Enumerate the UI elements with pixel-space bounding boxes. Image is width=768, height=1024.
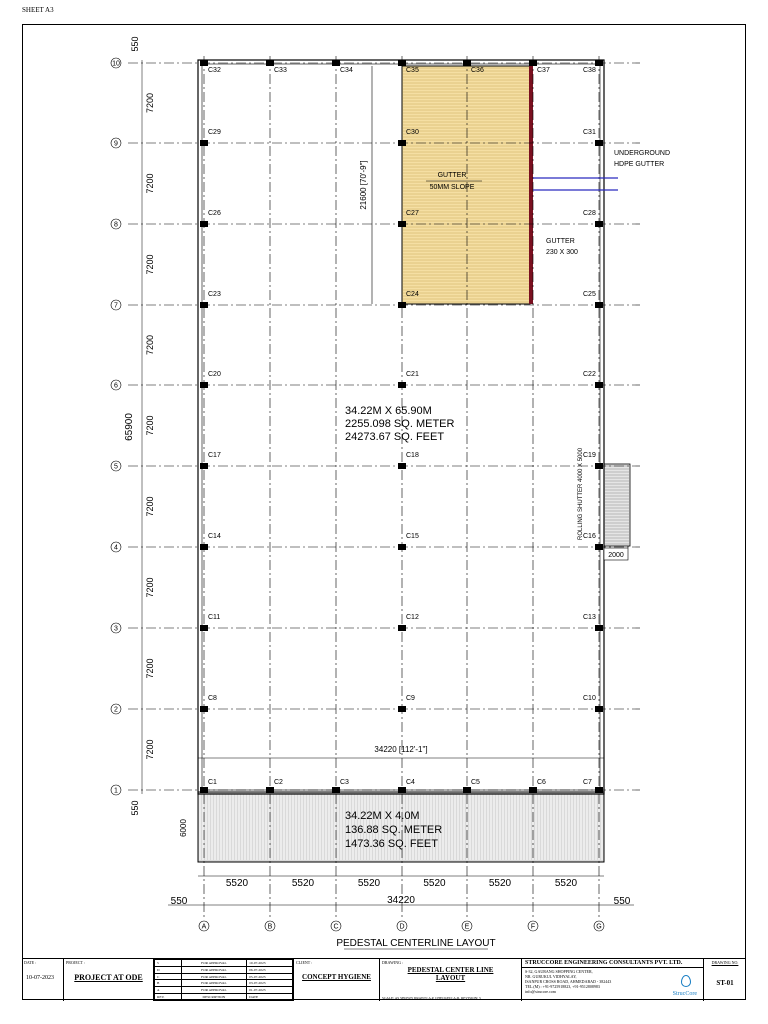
column-pedestal <box>332 787 340 793</box>
column-pedestal <box>398 221 406 227</box>
grid-label-col: C <box>333 923 339 931</box>
revision-cell: 06-07-2023 <box>247 966 293 973</box>
column-pedestal <box>200 625 208 631</box>
column-label: C27 <box>406 210 419 217</box>
column-pedestal <box>595 140 603 146</box>
revision-cell: D <box>155 966 182 973</box>
overall-vertical-dimension: 65900 <box>124 413 135 441</box>
column-pedestal <box>398 60 406 66</box>
gutter-callout: GUTTER <box>437 172 467 179</box>
drawing-no: ST-01 <box>716 979 734 987</box>
grid-label-col: A <box>201 923 207 931</box>
row-dimension: 7200 <box>145 92 155 114</box>
roof-dimension: 21600 [70'-9"] <box>359 160 368 210</box>
column-label: C25 <box>583 291 596 298</box>
column-label: C19 <box>583 452 596 459</box>
column-pedestal <box>200 382 208 388</box>
column-pedestal <box>529 60 537 66</box>
drawing-title-cell <box>380 966 521 982</box>
row-dimension: 7200 <box>145 254 155 275</box>
column-label: C1 <box>208 779 217 786</box>
grid-label-row: 8 <box>114 221 118 229</box>
revision-cell: 05-07-2023 <box>247 973 293 980</box>
firm-address-3: ISANPUR CROSS ROAD, AHMEDABAD - 382443 <box>525 979 612 984</box>
strucore-logo-icon <box>681 975 691 987</box>
grid-label-col: D <box>399 923 405 931</box>
column-label: C30 <box>406 129 419 136</box>
firm-address-2: NR. GURUKUL VIDHYALAY, <box>525 974 577 979</box>
project-name: PROJECT AT ODE <box>74 973 143 982</box>
row-dimension: 7200 <box>145 173 155 194</box>
revision-row <box>155 987 293 994</box>
grid-label-row: 5 <box>114 463 118 471</box>
column-label: C38 <box>583 67 596 74</box>
overall-horizontal-imperial: 34220 [112'-1"] <box>374 745 428 754</box>
client-cell <box>294 959 380 1001</box>
revision-cell: FOR APPROVAL <box>181 987 246 994</box>
revision-cell: C <box>155 973 182 980</box>
row-dimension: 7200 <box>145 334 155 356</box>
revision-cell: A <box>155 987 182 994</box>
column-label: C22 <box>583 371 596 378</box>
main-area-text: 2255.098 SQ. METER <box>345 418 455 430</box>
overall-horizontal-dimension: 34220 <box>387 895 415 906</box>
row-dimension: 7200 <box>145 577 155 598</box>
right-edge-dimension: 550 <box>613 896 631 907</box>
column-pedestal <box>529 787 537 793</box>
main-area-text: 34.22M X 65.90M <box>345 405 432 417</box>
column-pedestal <box>595 382 603 388</box>
column-pedestal <box>463 60 471 66</box>
canopy-area-text: 136.88 SQ. METER <box>345 824 443 836</box>
grid-label-col: F <box>530 923 536 931</box>
column-label: C36 <box>471 67 484 74</box>
column-label: C21 <box>406 371 419 378</box>
column-label: C26 <box>208 210 221 217</box>
column-label: C32 <box>208 67 221 74</box>
grid-label-row: 6 <box>114 382 118 390</box>
column-pedestal <box>595 221 603 227</box>
column-label: C5 <box>471 779 480 786</box>
grid-label-col: G <box>596 923 602 931</box>
drawing-title-line2: LAYOUT <box>435 974 466 982</box>
title-block <box>22 958 746 1001</box>
row-dimension: 7200 <box>145 739 155 760</box>
date-cell <box>22 959 64 1001</box>
column-pedestal <box>398 463 406 469</box>
revision-row <box>155 960 293 967</box>
row-dimension: 7200 <box>145 496 155 517</box>
revision-cell: 03-07-2023 <box>247 980 293 987</box>
drawing-caption: DRAWING : <box>382 960 404 965</box>
column-pedestal <box>398 544 406 550</box>
dimensions <box>124 36 634 907</box>
firm-email: info@strucore.com <box>525 989 556 994</box>
column-label: C2 <box>274 779 283 786</box>
top-edge-dimension: 550 <box>130 36 140 52</box>
revision-cell: DESCRIPTION <box>181 994 246 1001</box>
column-label: C11 <box>208 614 221 621</box>
grid-label-col: B <box>267 923 273 931</box>
revision-cell: 10-07-2023 <box>247 960 293 967</box>
column-label: C10 <box>583 695 596 702</box>
grid-label-col: E <box>464 923 470 931</box>
project-cell <box>64 959 154 1001</box>
gutter-size-label: GUTTER <box>546 238 575 245</box>
gutter-size-value: 230 X 300 <box>546 249 578 256</box>
col-dimension: 5520 <box>225 878 249 889</box>
row-dimension: 7200 <box>145 415 155 436</box>
column-label: C7 <box>583 779 592 786</box>
revision-row <box>155 994 293 1001</box>
column-pedestal <box>398 302 406 308</box>
date-caption: DATE : <box>24 960 37 965</box>
drawing-cell <box>380 959 522 1001</box>
column-pedestal <box>332 60 340 66</box>
project-caption: PROJECT : <box>66 960 85 965</box>
date-value: 10-07-2023 <box>26 975 54 981</box>
column-label: C9 <box>406 695 415 702</box>
column-pedestal <box>398 625 406 631</box>
revision-cell <box>154 959 294 1001</box>
column-pedestal <box>200 60 208 66</box>
grid-label-row: 9 <box>114 140 118 148</box>
column-label: C24 <box>406 291 419 298</box>
revision-cell: FOR APPROVAL <box>181 966 246 973</box>
revision-cell: 5 <box>155 960 182 967</box>
firm-cell <box>522 959 704 1001</box>
col-dimension: 5520 <box>488 878 512 889</box>
revision-cell: FOR APPROVAL <box>181 960 246 967</box>
revision-cell: B <box>155 980 182 987</box>
revision-table <box>154 959 293 1001</box>
column-label: C15 <box>406 533 419 540</box>
column-pedestal <box>398 140 406 146</box>
column-pedestal <box>266 60 274 66</box>
gutter-slope-callout: 50MM SLOPE <box>429 184 475 191</box>
column-pedestal <box>463 787 471 793</box>
drawing-title-line1: PEDESTAL CENTER LINE <box>407 966 494 974</box>
column-pedestal <box>595 60 603 66</box>
drawing-title: PEDESTAL CENTERLINE LAYOUT <box>336 938 496 949</box>
firm-address-1: S-32, GAURANG SHOPPING CENTER, <box>525 969 593 974</box>
column-label: C4 <box>406 779 415 786</box>
row-dimension: 7200 <box>145 658 155 679</box>
column-pedestal <box>200 302 208 308</box>
revision-row <box>155 966 293 973</box>
column-label: C33 <box>274 67 287 74</box>
col-dimension: 5520 <box>554 878 578 889</box>
grid-label-row: 2 <box>114 706 118 714</box>
column-label: C14 <box>208 533 221 540</box>
left-edge-dimension: 550 <box>170 896 188 907</box>
rolling-shutter-label: ROLLING SHUTTER 4000 X 5000 <box>578 447 584 540</box>
drawing-no-caption: DRAWING NO. <box>711 960 739 965</box>
column-pedestal <box>595 302 603 308</box>
column-pedestal <box>266 787 274 793</box>
grid-label-row: 3 <box>114 625 118 633</box>
column-pedestal <box>595 544 603 550</box>
column-pedestal <box>200 463 208 469</box>
shutter-width-dimension: 2000 <box>608 552 624 559</box>
grid-label-row: 4 <box>114 544 118 552</box>
column-pedestal <box>200 787 208 793</box>
revision-cell: DATE <box>247 994 293 1001</box>
drawing-no-cell <box>704 959 746 1001</box>
col-dimension: 5520 <box>423 878 446 889</box>
main-area-text: 24273.67 SQ. FEET <box>345 431 445 443</box>
sheet-label: SHEET A3 <box>22 6 54 14</box>
client-name: CONCEPT HYGIENE <box>302 973 371 981</box>
grid-label-row: 10 <box>112 60 120 68</box>
revision-cell: FOR APPROVAL <box>181 973 246 980</box>
column-label: C17 <box>208 452 221 459</box>
column-label: C37 <box>537 67 550 74</box>
column-label: C28 <box>583 210 596 217</box>
column-pedestal <box>595 706 603 712</box>
hdpe-gutter-label: HDPE GUTTER <box>614 161 665 168</box>
column-label: C16 <box>583 533 596 540</box>
column-pedestal <box>398 382 406 388</box>
revision-cell: 01-07-2023 <box>247 987 293 994</box>
column-pedestal <box>200 140 208 146</box>
column-label: C18 <box>406 452 419 459</box>
column-label: C12 <box>406 614 419 621</box>
column-pedestal <box>595 787 603 793</box>
column-label: C34 <box>340 67 353 74</box>
column-label: C20 <box>208 371 221 378</box>
revision-cell: REV. <box>155 994 182 1001</box>
column-label: C6 <box>537 779 546 786</box>
column-pedestal <box>595 463 603 469</box>
column-label: C3 <box>340 779 349 786</box>
canopy-area-text: 34.22M X 4.0M <box>345 810 420 822</box>
column-label: C29 <box>208 129 221 136</box>
canopy-area-text: 1473.36 SQ. FEET <box>345 838 438 850</box>
grid-label-row: 1 <box>114 787 118 795</box>
gutter-strip <box>529 66 533 304</box>
underground-label: UNDERGROUND <box>614 150 670 157</box>
col-dimension: 5520 <box>291 878 315 889</box>
firm-phone: TEL.(M) : +91-9725918823, +91-9512808983 <box>525 984 600 989</box>
column-label: C23 <box>208 291 221 298</box>
column-pedestal <box>200 706 208 712</box>
column-label: C31 <box>583 129 596 136</box>
revision-row <box>155 973 293 980</box>
strucore-logo-text: StrucCore <box>672 991 697 997</box>
client-caption: CLIENT : <box>296 960 313 965</box>
revision-row <box>155 980 293 987</box>
column-pedestal <box>200 544 208 550</box>
grid-label-row: 7 <box>114 302 118 310</box>
column-pedestal <box>200 221 208 227</box>
drawing-footer-fields: SCALE: AS SHOWN DRAWN: A.P. CHECKED: A.D. REVISION: 5 <box>382 996 481 1000</box>
col-dimension: 5520 <box>357 878 381 889</box>
column-label: C35 <box>406 67 419 74</box>
column-label: C13 <box>583 614 596 621</box>
column-pedestal <box>595 625 603 631</box>
revision-cell: FOR APPROVAL <box>181 980 246 987</box>
canopy-depth-dimension: 6000 <box>179 819 188 837</box>
firm-name: STRUCCORE ENGINEERING CONSULTANTS PVT. LTD. <box>525 960 683 966</box>
column-pedestal <box>398 706 406 712</box>
bottom-edge-dimension: 550 <box>130 800 140 816</box>
column-label: C8 <box>208 695 217 702</box>
column-pedestal <box>398 787 406 793</box>
